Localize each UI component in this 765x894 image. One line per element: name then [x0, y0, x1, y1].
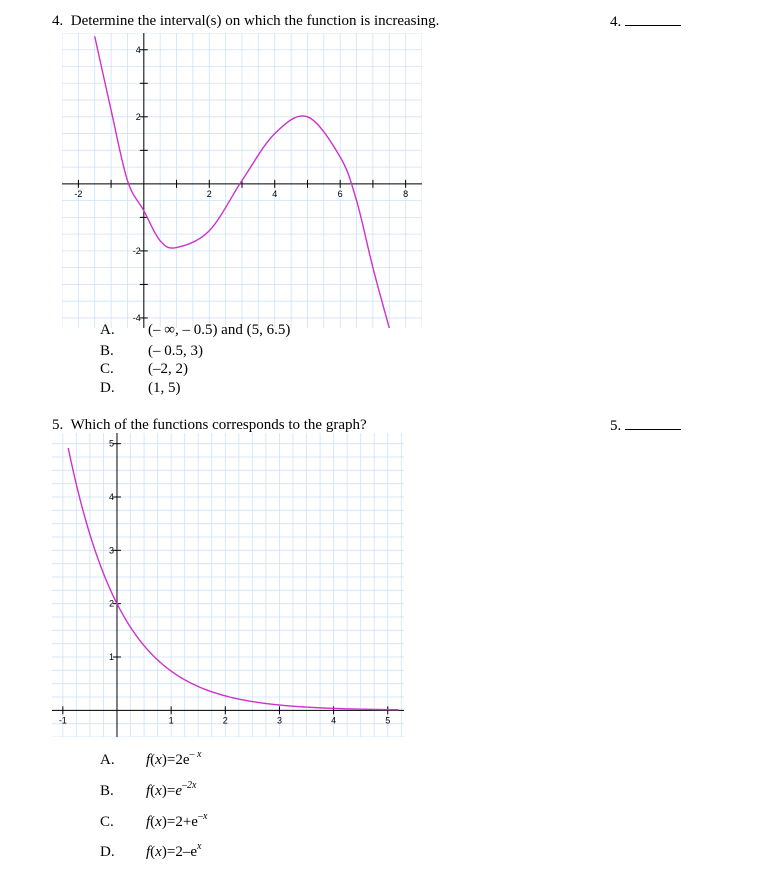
question-4-answer-blank[interactable] [625, 13, 681, 26]
question-5-graph [52, 433, 404, 737]
choice-letter: C. [100, 814, 114, 830]
x-tick-label: 2 [222, 715, 228, 726]
question-5-prompt [52, 417, 367, 434]
choice-letter: B. [100, 783, 114, 799]
choice-letter: A. [100, 322, 115, 338]
x-tick-label: -1 [58, 715, 67, 726]
question-4-text: Determine the interval(s) on which the function is increasing. [70, 13, 440, 29]
question-4-answer-line [610, 13, 681, 31]
y-tick-label: -2 [132, 245, 141, 256]
choice-letter: C. [100, 361, 114, 377]
y-tick-label: 2 [135, 111, 141, 122]
question-5-answer-number: 5. [610, 418, 622, 434]
question-4-number: 4. [52, 13, 64, 29]
x-tick-label: 3 [276, 715, 282, 726]
question-5-answer-blank[interactable] [625, 417, 681, 430]
choice-letter: D. [100, 844, 115, 860]
x-tick-label: 4 [331, 715, 337, 726]
choice-text: (– ∞, – 0.5) and (5, 6.5) [148, 322, 291, 338]
y-tick-label: 4 [135, 44, 141, 55]
choice-letter: A. [100, 752, 115, 768]
y-tick-label: -4 [132, 312, 141, 323]
choice-letter: B. [100, 343, 114, 359]
choice-formula: $f(x)=2+e^{-x}$ [146, 811, 208, 830]
x-tick-label: 8 [403, 188, 409, 199]
choice-formula: $f(x)=e^{-2x}$ [146, 780, 197, 799]
question-5-number: 5. [52, 417, 64, 433]
question-4-answer-number: 4. [610, 14, 622, 30]
question-4-graph [62, 33, 422, 328]
grid [52, 433, 404, 737]
y-tick-label: 1 [108, 652, 114, 662]
x-tick-label: 6 [337, 188, 343, 199]
x-tick-label: 4 [272, 188, 278, 199]
y-tick-label: 3 [108, 545, 114, 556]
choice-formula: $f(x)=2-e^x$ [146, 841, 202, 860]
x-tick-label: 5 [385, 715, 391, 726]
x-tick-label: 2 [206, 188, 212, 199]
choice-formula: $f(x)=2e^{- x}$ [146, 749, 202, 768]
x-tick-label: -2 [74, 188, 83, 199]
question-4-prompt [52, 13, 439, 30]
question-5-answer-line [610, 417, 681, 435]
x-tick-label: 1 [168, 715, 174, 726]
question-5-text: Which of the functions corresponds to the graph? [70, 417, 367, 433]
y-tick-label: 2 [108, 598, 114, 609]
y-tick-label: 5 [108, 438, 114, 449]
choice-text: (–2, 2) [148, 361, 188, 377]
y-tick-label: 4 [108, 492, 114, 502]
choice-letter: D. [100, 380, 115, 396]
choice-text: (– 0.5, 3) [148, 343, 203, 359]
choice-text: (1, 5) [148, 380, 181, 396]
